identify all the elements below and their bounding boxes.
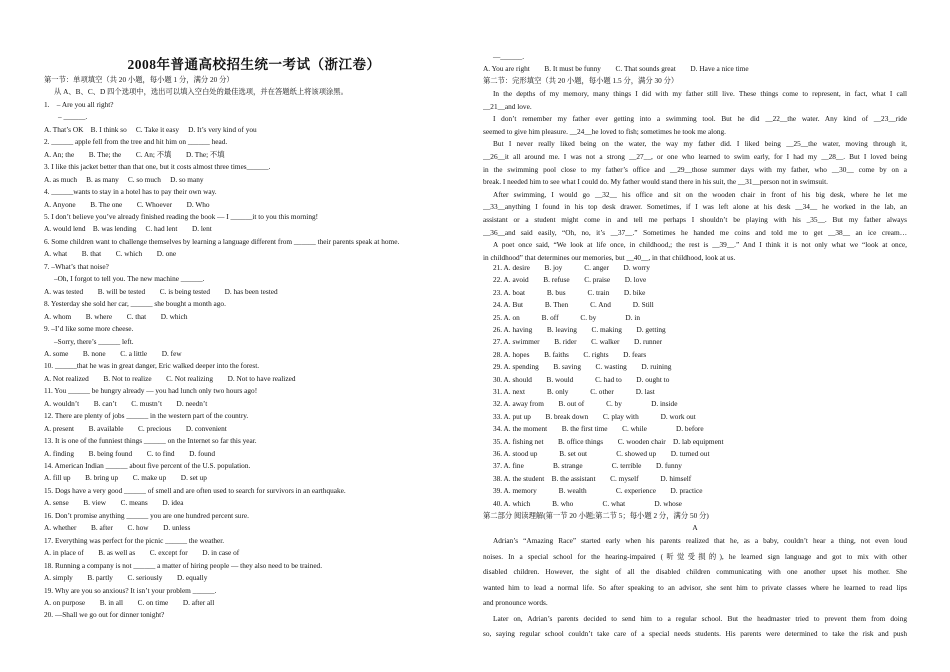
left-column bbox=[44, 0, 464, 672]
question-line: A. what B. that C. which D. one bbox=[44, 249, 177, 258]
question-line: 1. – Are you all right? bbox=[44, 100, 114, 109]
passage-a-line: Adrian’s “Amazing Race” started early when his parents realized that he, as a baby, couldn’t hear a thing, not even loud bbox=[493, 536, 907, 545]
cloze-option-row: 36. A. stood up B. set out C. showed up D. turned out bbox=[493, 449, 710, 458]
question-line: A. Anyone B. The one C. Whoever D. Who bbox=[44, 200, 210, 209]
question-line: 18. Running a company is not ______ a matter of hiring people — they also need to be trained. bbox=[44, 561, 323, 570]
question-line: 4. ______wants to stay in a hotel has to pay their own way. bbox=[44, 187, 217, 196]
cloze-option-row: 27. A. swimmer B. rider C. walker D. runner bbox=[493, 337, 663, 346]
question-line: A. as much B. as many C. so much D. so many bbox=[44, 175, 204, 184]
cloze-option-row: 28. A. hopes B. faiths C. rights D. fears bbox=[493, 350, 647, 359]
question-line: A. whether B. after C. how D. unless bbox=[44, 523, 191, 532]
cloze-option-row: 38. A. the student B. the assistant C. myself D. himself bbox=[493, 474, 692, 483]
page-title: 2008年普通高校招生统一考试（浙江卷） bbox=[127, 57, 381, 72]
passage-line: A poet once said, “We look at life once, in childhood,; the rest is __39__.” And I think it is not only what we “look at once, bbox=[493, 240, 907, 249]
passage-a-label: A bbox=[692, 523, 698, 532]
question-line: A. was tested B. will be tested C. is being tested D. has been tested bbox=[44, 287, 278, 296]
cloze-option-row: 30. A. should B. would C. had to D. ought to bbox=[493, 375, 670, 384]
question-line: 20. —Shall we go out for dinner tonight? bbox=[44, 610, 165, 619]
passage-line: __26__it all around me. I was not a strong __27__, or one who learned to swim early, for I had my __28__. But I loved being bbox=[483, 152, 907, 161]
question-line: 10. ______that he was in great danger, Eric walked deeper into the forest. bbox=[44, 361, 260, 370]
cloze-option-row: 21. A. desire B. joy C. anger D. worry bbox=[493, 263, 650, 272]
cloze-option-row: 39. A. memory B. wealth C. experience D. practice bbox=[493, 486, 703, 495]
question-line: A. some B. none C. a little D. few bbox=[44, 349, 182, 358]
question-line: A. on purpose B. in all C. on time D. after all bbox=[44, 598, 215, 607]
question-line: A. present B. available C. precious D. convenient bbox=[44, 424, 227, 433]
passage-line: I don’t remember my father ever getting into a swimming tool. But he did __22__the water. Any kind of __23__ride bbox=[493, 114, 907, 123]
answer-blank-line: —______. bbox=[493, 52, 525, 61]
question-line: A. Not realized B. Not to realize C. Not realizing D. Not to have realized bbox=[44, 374, 296, 383]
question-line: 17. Everything was perfect for the picnic ______ the weather. bbox=[44, 536, 225, 545]
section2-heading: 第二节：完形填空（共 20 小题，每小题 1.5 分，满分 30 分） bbox=[483, 76, 679, 85]
passage-a-line: so, saying regular school couldn’t take care of a special needs students. His parents were determined to take the risk and push bbox=[483, 629, 907, 638]
cloze-option-row: 33. A. put up B. break down C. play with D. work out bbox=[493, 412, 696, 421]
passage-line: But I never really liked being on the water, the way my father did. I liked being __25__the water, moving through it, bbox=[493, 139, 907, 148]
passage-line: __33__anything I found in his top desk drawer. Sometimes, if I was left alone at his desk __34__ he worked in the lab, an bbox=[483, 202, 907, 211]
cloze-option-row: 37. A. fine B. strange C. terrible D. funny bbox=[493, 461, 682, 470]
question-line: A. An; the B. The; the C. An; 不填 D. The; 不填 bbox=[44, 150, 225, 159]
passage-a-line: noises. In a special school for the hearing-impaired (听觉受损的), he learned sign language and got to mix with other bbox=[483, 552, 907, 561]
question-line: 6. Some children want to challenge themselves by learning a language different from ______ their parents speak at home. bbox=[44, 237, 400, 246]
question-line: 14. American Indian ______ about five percent of the U.S. population. bbox=[44, 461, 251, 470]
passage-line: __36__and said easily, “Oh, no, it’s __37__.” Sometimes he handed me coins and told me to get __38__ an ice cream… bbox=[483, 228, 907, 237]
question-line: –Oh, I forgot to tell you. The new machine ______. bbox=[54, 274, 205, 283]
right-column bbox=[483, 0, 907, 672]
section1-heading: 第一节：单项填空（共 20 小题，每小题 1 分，满分 20 分） bbox=[44, 75, 234, 84]
question-line: 12. There are plenty of jobs ______ in the western part of the country. bbox=[44, 411, 249, 420]
passage-line: In the depths of my memory, many things I did with my father still live. These things come to represent, in fact, what I call bbox=[493, 89, 907, 98]
question-line: 9. –I’d like some more cheese. bbox=[44, 324, 134, 333]
question-line: A. That’s OK B. I think so C. Take it easy D. It’s very kind of you bbox=[44, 125, 257, 134]
question-20-options: A. You are right B. It must be funny C. That sounds great D. Have a nice time bbox=[483, 64, 749, 73]
question-line: A. simply B. partly C. seriously D. equally bbox=[44, 573, 208, 582]
section1-instructions: 从 A、B、C、D 四个选项中，选出可以填入空白处的最佳选项，并在答题纸上将该项涂黑。 bbox=[54, 87, 348, 96]
passage-line: break. I needed him to see what I could do. My father would stand there in his suit, the __31__person not in swimsuit. bbox=[483, 177, 828, 186]
cloze-option-row: 34. A. the moment B. the first time C. while D. before bbox=[493, 424, 704, 433]
passage-line: seemed to give him pleasure. __24__he loved to fish; sometimes he took me along. bbox=[483, 127, 726, 136]
cloze-option-row: 25. A. on B. off C. by D. in bbox=[493, 313, 641, 322]
passage-a-line: Later on, Adrian’s parents decided to send him to a regular school. But the headmaster tried to prevent them from doing bbox=[493, 614, 907, 623]
question-line: A. wouldn’t B. can’t C. mustn’t D. needn’t bbox=[44, 399, 208, 408]
question-line: A. sense B. view C. means D. idea bbox=[44, 498, 184, 507]
question-line: A. finding B. being found C. to find D. found bbox=[44, 449, 216, 458]
question-line: 8. Yesterday she sold her car, ______ she bought a month ago. bbox=[44, 299, 226, 308]
cloze-option-row: 29. A. spending B. saving C. wasting D. ruining bbox=[493, 362, 672, 371]
question-line: 11. You ______ be hungry already — you had lunch only two hours ago! bbox=[44, 386, 258, 395]
passage-a-line: disabled children. However, the sight of all the disabled children communicating with one another upset his mother. She bbox=[483, 567, 907, 576]
question-line: A. fill up B. bring up C. make up D. set up bbox=[44, 473, 207, 482]
cloze-option-row: 23. A. boat B. bus C. train D. bike bbox=[493, 288, 646, 297]
question-line: –Sorry, there’s ______ left. bbox=[54, 337, 134, 346]
passage-line: in childhood” that determines our memories, but __40__, in that childhood, look at us. bbox=[483, 253, 736, 262]
question-line: 7. –What’s that noise? bbox=[44, 262, 109, 271]
question-line: A. in place of B. as well as C. except for D. in case of bbox=[44, 548, 240, 557]
question-line: 16. Don’t promise anything ______ you are one hundred percent sure. bbox=[44, 511, 249, 520]
passage-line: After swimming, I would go __32__ his office and sit on the wooden chair in front of his big desk, where he let me bbox=[493, 190, 907, 199]
question-line: 13. It is one of the funniest things ______ on the Internet so far this year. bbox=[44, 436, 257, 445]
question-line: 3. I like this jacket better than that one, but it costs almost three times______. bbox=[44, 162, 271, 171]
question-line: – ______. bbox=[58, 112, 88, 121]
cloze-option-row: 22. A. avoid B. refuse C. praise D. love bbox=[493, 275, 647, 284]
question-line: 19. Why are you so anxious? It isn’t your problem ______. bbox=[44, 586, 217, 595]
cloze-option-row: 24. A. But B. Then C. And D. Still bbox=[493, 300, 654, 309]
passage-a-line: and pronounce words. bbox=[483, 598, 548, 607]
question-line: 5. I don’t believe you’ve already finished reading the book — I ______it to you this morning! bbox=[44, 212, 319, 221]
cloze-option-row: 40. A. which B. who C. what D. whose bbox=[493, 499, 682, 508]
question-line: A. would lend B. was lending C. had lent D. lent bbox=[44, 224, 212, 233]
question-line: 15. Dogs have a very good ______ of smell and are often used to search for survivors in an earthquake. bbox=[44, 486, 346, 495]
passage-line: assistant or a student might come in and tell me perhaps I shouldn’t be playing with his _35__. But my father always bbox=[483, 215, 907, 224]
cloze-option-row: 31. A. next B. only C. other D. last bbox=[493, 387, 655, 396]
part2-heading: 第二部分 阅读理解(第一节 20 小题;第二节 5；每小题 2 分，满分 50 分) bbox=[483, 511, 709, 520]
question-line: 2. ______ apple fell from the tree and hit him on ______ head. bbox=[44, 137, 228, 146]
question-line: A. whom B. where C. that D. which bbox=[44, 312, 188, 321]
passage-a-line: wanted him to lead a normal life. So after speaking to an advisor, she sent him to private classes where he learned to read lips bbox=[483, 583, 907, 592]
cloze-option-row: 32. A. away from B. out of C. by D. inside bbox=[493, 399, 678, 408]
cloze-option-row: 26. A. having B. leaving C. making D. getting bbox=[493, 325, 666, 334]
cloze-option-row: 35. A. fishing net B. office things C. wooden chair D. lab equipment bbox=[493, 437, 724, 446]
passage-line: in the swimming pool close to my father’s office and __29__those summer days with my father, who __30__ come by on a bbox=[483, 165, 907, 174]
passage-line: __21__and love. bbox=[483, 102, 532, 111]
